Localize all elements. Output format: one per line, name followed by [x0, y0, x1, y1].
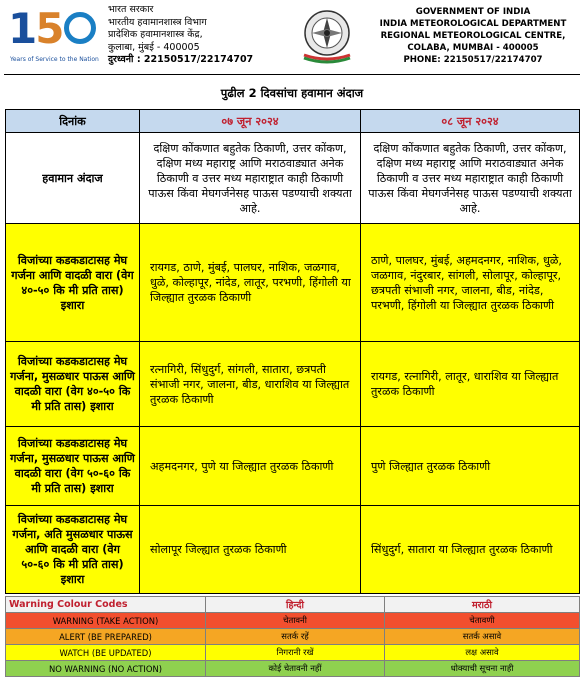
legend-hindi: निगरानी रखें [206, 645, 385, 661]
legend-hindi: सतर्क रहें [206, 629, 385, 645]
warning-row [6, 506, 580, 594]
legend-code: NO WARNING (NO ACTION) [6, 661, 206, 677]
legend-row-no-warning [6, 661, 580, 677]
warning-day2-districts: सिंधुदुर्ग, सातारा या जिल्ह्यात तुरळक ठिकाणी [361, 506, 580, 594]
legend-hindi: कोई चेतावनी नहीं [206, 661, 385, 677]
weather-forecast-day2: दक्षिण कोंकणात बहुतेक ठिकाणी, उत्तर कोंकण, दक्षिण मध्य महाराष्ट्र आणि मराठवाड्यात अनेक ठिकाणी व उत्तर मध्य महाराष्ट्रात काही ठिकाणी पाऊस किंवा मेघगर्जनेसह पाऊस पडण्याची शक्यता आहे. [361, 133, 580, 224]
warning-colour-legend [5, 596, 580, 677]
warning-row [6, 342, 580, 427]
warning-day1-districts: सोलापूर जिल्ह्यात तुरळक ठिकाणी [140, 506, 361, 594]
header-line-regional-centre: प्रादेशिक हवामानशास्त्र केंद्र, [108, 29, 203, 40]
header-en-department: INDIA METEOROLOGICAL DEPARTMENT [379, 19, 567, 29]
warning-label: विजांच्या कडकडाटासह मेघ गर्जना, मुसळधार पाऊस आणि वादळी वारा (वेग ५०-६० कि मी प्रति तास) इशारा [6, 427, 140, 506]
weather-forecast-row [6, 133, 580, 224]
weather-forecast-label: हवामान अंदाज [6, 133, 140, 224]
date-day2: ०८ जून २०२४ [361, 110, 580, 133]
header-line-govt: भारत सरकार [108, 4, 154, 15]
legend-code: ALERT (BE PREPARED) [6, 629, 206, 645]
header-marathi-block [108, 4, 298, 67]
warning-label: विजांच्या कडकडाटासह मेघ गर्जना, मुसळधार पाऊस आणि वादळी वारा (वेग ४०-५० कि मी प्रति तास) इशारा [6, 342, 140, 427]
legend-marathi: चेतावणी [385, 613, 580, 629]
warning-row [6, 224, 580, 342]
warning-day1-districts: रत्नागिरी, सिंधुदुर्ग, सांगली, सातारा, छत्रपती संभाजी नगर, जालना, बीड, धाराशिव या जिल्ह्यात तुरळक ठिकाणी [140, 342, 361, 427]
table-header-row [6, 110, 580, 133]
warning-day2-districts: ठाणे, पालघर, मुंबई, अहमदनगर, नाशिक, धुळे, जळगाव, नंदुरबार, सांगली, सोलापूर, कोल्हापूर, छत्रपती संभाजी नगर, जालना, बीड, नांदेड, परभणी, हिंगोली या जिल्ह्यात तुरळक ठिकाणी [361, 224, 580, 342]
forecast-table [5, 109, 580, 594]
header-en-regional-centre: REGIONAL METEOROLOGICAL CENTRE, [380, 31, 566, 41]
header-en-govt: GOVERNMENT OF INDIA [415, 7, 531, 17]
header-line-phone: दुरध्वनी : 22150517/22174707 [108, 54, 254, 65]
warning-day1-districts: अहमदनगर, पुणे या जिल्ह्यात तुरळक ठिकाणी [140, 427, 361, 506]
legend-title: Warning Colour Codes [6, 597, 206, 613]
header-english-block [366, 6, 580, 66]
warning-label: विजांच्या कडकडाटासह मेघ गर्जना आणि वादळी वारा (वेग ४०-५० कि मी प्रति तास) इशारा [6, 224, 140, 342]
header-en-address: COLABA, MUMBAI - 400005 [407, 43, 539, 53]
legend-code: WATCH (BE UPDATED) [6, 645, 206, 661]
page-header [0, 0, 584, 78]
warning-day1-districts: रायगड, ठाणे, मुंबई, पालघर, नाशिक, जळगाव, धुळे, कोल्हापूर, नांदेड, लातूर, परभणी, हिंगोली या जिल्ह्यात तुरळक ठिकाणी [140, 224, 361, 342]
legend-row-alert [6, 629, 580, 645]
warning-row [6, 427, 580, 506]
legend-row-watch [6, 645, 580, 661]
legend-hindi-header: हिन्दी [206, 597, 385, 613]
logo-tagline: Years of Service to the Nation [10, 56, 99, 63]
logo-number: 15 [8, 4, 63, 53]
logo-ring-icon [64, 12, 96, 44]
legend-row-warning [6, 613, 580, 629]
weather-forecast-day1: दक्षिण कोंकणात बहुतेक ठिकाणी, उत्तर कोंकण, दक्षिण मध्य महाराष्ट्र आणि मराठवाड्यात अनेक ठिकाणी व उत्तर मध्य महाराष्ट्रात काही ठिकाणी पाऊस किंवा मेघगर्जनेसह पाऊस पडण्याची शक्यता आहे. [140, 133, 361, 224]
header-divider [4, 74, 580, 75]
legend-hindi: चेतावनी [206, 613, 385, 629]
date-day1: ०७ जून २०२४ [140, 110, 361, 133]
page-title: पुढील 2 दिवसांचा हवामान अंदाज [220, 86, 364, 100]
header-line-address: कुलाबा, मुंबई - 400005 [108, 41, 200, 53]
legend-code: WARNING (TAKE ACTION) [6, 613, 206, 629]
header-line-department: भारतीय हवामानशास्त्र विभाग [108, 16, 207, 28]
legend-marathi-header: मराठी [385, 597, 580, 613]
warning-day2-districts: पुणे जिल्ह्यात तुरळक ठिकाणी [361, 427, 580, 506]
legend-marathi: लक्ष असावे [385, 645, 580, 661]
imd-150-years-logo [8, 6, 106, 68]
date-column-header: दिनांक [6, 110, 140, 133]
legend-marathi: धोक्याची सूचना नाही [385, 661, 580, 677]
warning-label: विजांच्या कडकडाटासह मेघ गर्जना, अति मुसळधार पाऊस आणि वादळी वारा (वेग ५०-६० कि मी प्रति तास) इशारा [6, 506, 140, 594]
header-en-phone: PHONE: 22150517/22174707 [403, 55, 543, 65]
legend-header-row [6, 597, 580, 613]
imd-emblem-icon [296, 5, 358, 65]
warning-day2-districts: रायगड, रत्नागिरी, लातूर, धाराशिव या जिल्ह्यात तुरळक ठिकाणी [361, 342, 580, 427]
legend-marathi: सतर्क असावे [385, 629, 580, 645]
